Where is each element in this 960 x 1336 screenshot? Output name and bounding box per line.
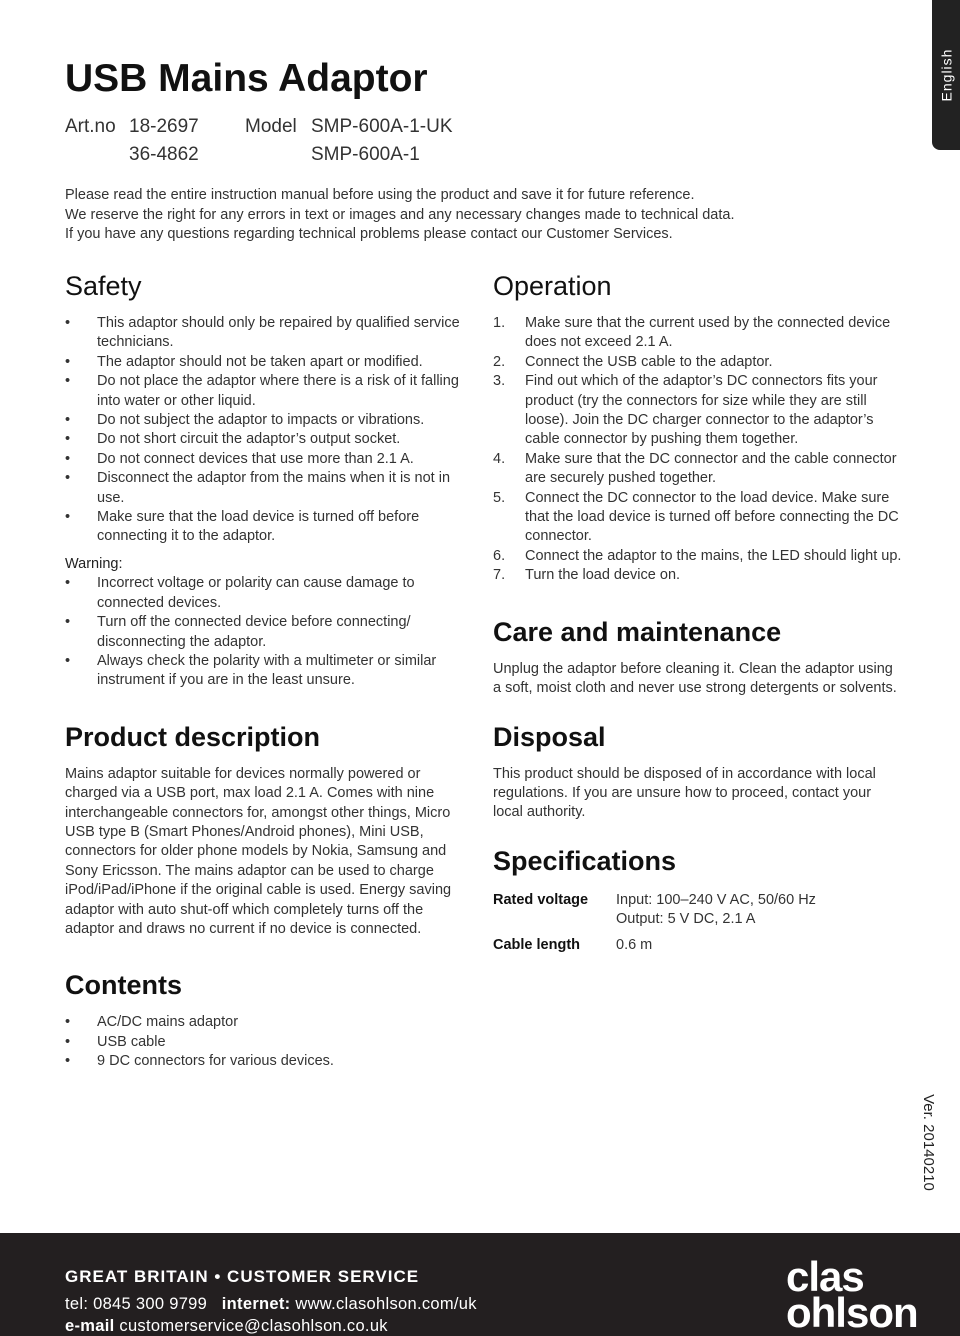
intro-line: If you have any questions regarding technical problems please contact our Customer Services.	[65, 226, 673, 242]
art-no-1: 18-2697	[129, 116, 199, 137]
cable-length-label: Cable length	[493, 936, 581, 953]
care-heading: Care and maintenance	[493, 616, 782, 647]
safety-section	[65, 268, 475, 691]
page-title: USB Mains Adaptor	[65, 57, 428, 100]
operation-steps	[493, 314, 903, 586]
list-item: 7. Turn the load device on.	[493, 567, 681, 584]
list-item: 1. Make sure that the current used by the connected device does not exceed 2.1 A.	[493, 315, 891, 351]
list-item: • Turn off the connected device before connecting/ disconnecting the adaptor.	[65, 613, 475, 652]
left-column	[65, 268, 475, 1072]
list-item: • USB cable	[65, 1033, 475, 1052]
care-text: Unplug the adaptor before cleaning it. Clean the adaptor using a soft, moist cloth and never use strong detergents or solvents.	[493, 660, 897, 697]
tel-number: 0845 300 9799	[93, 1295, 208, 1313]
art-no-label: Art.no	[65, 116, 116, 137]
footer-heading: GREAT BRITAIN • CUSTOMER SERVICE	[65, 1267, 420, 1286]
model-2: SMP-600A-1	[311, 144, 420, 165]
right-column	[493, 268, 903, 955]
contents-list	[65, 1013, 475, 1071]
brand-logo: clas ohlson	[786, 1253, 918, 1336]
warning-list	[65, 574, 475, 690]
list-item: • AC/DC mains adaptor	[65, 1013, 475, 1032]
care-section	[493, 614, 903, 699]
footer-contact-line	[65, 1295, 477, 1314]
article-info	[65, 117, 481, 165]
disposal-heading: Disposal	[493, 721, 606, 752]
rated-voltage-label: Rated voltage	[493, 891, 589, 908]
version-text: Ver. 20140210	[919, 1094, 937, 1191]
list-item: • This adaptor should only be repaired by qualified service technicians.	[65, 314, 475, 353]
specifications-table	[493, 891, 903, 955]
art-no-2: 36-4862	[129, 144, 199, 165]
list-item: 4. Make sure that the DC connector and the cable connector are securely pushed together.	[493, 450, 897, 487]
cable-length-value: 0.6 m	[616, 936, 653, 953]
internet-label: internet:	[221, 1295, 291, 1313]
safety-list	[65, 314, 475, 547]
list-item: • Do not short circuit the adaptor’s output socket.	[65, 430, 475, 449]
list-item: • Do not subject the adaptor to impacts or vibrations.	[65, 411, 475, 430]
rated-voltage-value: Input: 100–240 V AC, 50/60 Hz Output: 5 V DC, 2.1 A	[616, 891, 816, 928]
specifications-heading: Specifications	[493, 845, 677, 876]
language-label: English	[938, 48, 955, 102]
language-tab	[932, 0, 960, 150]
list-item: • Do not connect devices that use more than 2.1 A.	[65, 450, 475, 469]
list-item: 5. Connect the DC connector to the load device. Make sure that the load device is turned off before connecting the DC connector.	[493, 489, 899, 545]
footer	[0, 1233, 960, 1336]
list-item: • Incorrect voltage or polarity can cause damage to connected devices.	[65, 574, 475, 613]
disposal-section	[493, 719, 903, 823]
intro-line: We reserve the right for any errors in text or images and any necessary changes made to technical data.	[65, 206, 735, 223]
product-description-heading: Product description	[65, 721, 321, 752]
list-item: • The adaptor should not be taken apart or modified.	[65, 353, 475, 372]
product-description-text: Mains adaptor suitable for devices normally powered or charged via a USB port, max load 2.1 A. Comes with nine interchangeable connectors for, amongst other things, Micro USB type B (Smart Phones/Android phones), Mini USB, connectors for older phone models by Nokia, Samsung and Sony Ericsson. The mains adaptor can be used to charge iPod/iPad/iPhone if the original cable is used. Energy saving adaptor with auto shut-off which completely turns off the adaptor and draws no current if no device is connected.	[65, 765, 452, 937]
version-stamp	[902, 1094, 960, 1194]
list-item: 2. Connect the USB cable to the adaptor.	[493, 353, 773, 370]
warning-label: Warning:	[65, 555, 123, 572]
intro-line: Please read the entire instruction manual before using the product and save it for future reference.	[65, 187, 695, 203]
operation-section	[493, 268, 903, 586]
email-link[interactable]: customerservice@clasohlson.co.uk	[119, 1317, 388, 1335]
contents-heading: Contents	[65, 970, 182, 1001]
intro-text	[65, 186, 895, 245]
model-1: SMP-600A-1-UK	[311, 116, 453, 137]
operation-heading: Operation	[493, 271, 612, 301]
list-item: • 9 DC connectors for various devices.	[65, 1052, 475, 1071]
footer-email-line	[65, 1317, 388, 1336]
internet-link[interactable]: www.clasohlson.com/uk	[295, 1295, 477, 1313]
product-description-section	[65, 719, 475, 940]
disposal-text: This product should be disposed of in accordance with local regulations. If you are unsure how to proceed, contact your local authority.	[493, 765, 876, 821]
list-item: • Make sure that the load device is turned off before connecting it to the adaptor.	[65, 508, 475, 547]
tel-label: tel:	[65, 1295, 89, 1313]
list-item: • Always check the polarity with a multimeter or similar instrument if you are in the least unsure.	[65, 652, 475, 691]
model-label: Model	[245, 116, 297, 137]
email-label: e-mail	[65, 1317, 115, 1335]
list-item: • Disconnect the adaptor from the mains when it is not in use.	[65, 469, 475, 508]
list-item: 6. Connect the adaptor to the mains, the LED should light up.	[493, 547, 902, 564]
safety-heading: Safety	[65, 271, 142, 301]
list-item: 3. Find out which of the adaptor’s DC connectors fits your product (try the connectors for size while they are still loose). Join the DC charger connector to the adaptor’s cable connector by pushing them together.	[493, 373, 878, 448]
contents-section	[65, 967, 475, 1071]
specifications-section	[493, 843, 903, 955]
list-item: • Do not place the adaptor where there is a risk of it falling into water or other liquid.	[65, 372, 475, 411]
